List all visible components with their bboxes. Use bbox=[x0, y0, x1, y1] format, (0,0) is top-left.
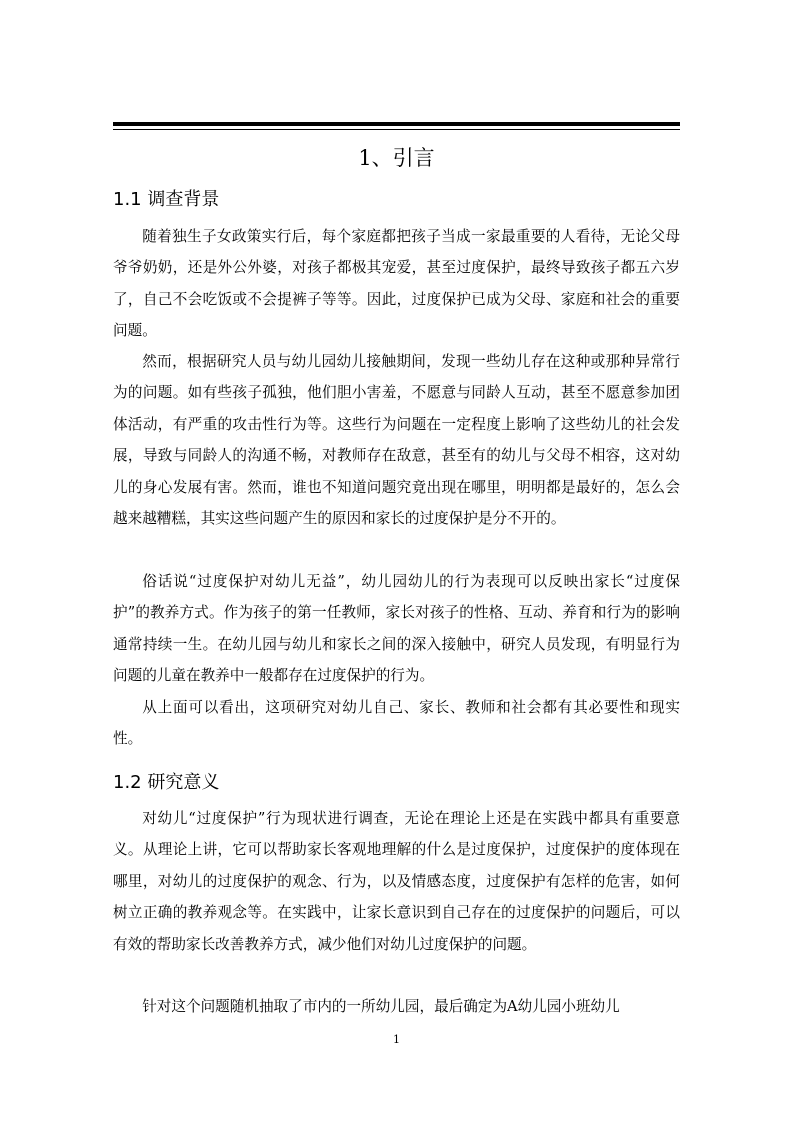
section-heading-background: 1.1 调查背景 bbox=[113, 189, 220, 210]
paragraph-background-3: 俗话说“过度保护对幼儿无益”，幼儿园幼儿的行为表现可以反映出家长“过度保护”的教养方式。作为孩子的第一任教师，家长对孩子的性格、互动、养育和行为的影响通常持续一生。在幼儿园与幼儿和家长之间的深入接触中，研究人员发现，有明显行为问题的儿童在教养中一般都存在过度保护的行为。 bbox=[113, 573, 680, 685]
paragraph-background-1: 随着独生子女政策实行后，每个家庭都把孩子当成一家最重要的人看待，无论父母爷爷奶奶，还是外公外婆，对孩子都极其宠爱，甚至过度保护，最终导致孩子都五六岁了，自己不会吃饭或不会提裤子等等。因此，过度保护已成为父母、家庭和社会的重要问题。 bbox=[113, 228, 680, 340]
page-number: 1 bbox=[393, 1033, 400, 1046]
paragraph-background-4: 从上面可以看出，这项研究对幼儿自己、家长、教师和社会都有其必要性和现实性。 bbox=[113, 699, 680, 748]
paragraph-background-2: 然而，根据研究人员与幼儿园幼儿接触期间，发现一些幼儿存在这种或那种异常行为的问题。如有些孩子孤独，他们胆小害羞，不愿意与同龄人互动，甚至不愿意参加团体活动，有严重的攻击性行为等。这些行为问题在一定程度上影响了这些幼儿的社会发展，导致与同龄人的沟通不畅，对教师存在敌意，甚至有的幼儿与父母不相容，这对幼儿的身心发展有害。然而，谁也不知道问题究竟出现在哪里，明明都是最好的，怎么会越来越糟糕，其实这些问题产生的原因和家长的过度保护是分不开的。 bbox=[113, 353, 680, 528]
chapter-title: 1、引言 bbox=[358, 146, 435, 170]
header-rule-thin bbox=[113, 129, 680, 130]
paragraph-significance-2: 针对这个问题随机抽取了市内的一所幼儿园，最后确定为A幼儿园小班幼儿 bbox=[142, 998, 620, 1015]
paragraph-significance-1: 对幼儿“过度保护”行为现状进行调查，无论在理论上还是在实践中都具有重要意义。从理论上讲，它可以帮助家长客观地理解的什么是过度保护，过度保护的度体现在哪里，对幼儿的过度保护的观念、行为，以及情感态度，过度保护有怎样的危害，如何树立正确的教养观念等。在实践中，让家长意识到自己存在的过度保护的问题后，可以有效的帮助家长改善教养方式，减少他们对幼儿过度保护的问题。 bbox=[113, 810, 680, 953]
header-rule-thick bbox=[113, 122, 680, 126]
section-heading-significance: 1.2 研究意义 bbox=[113, 772, 220, 793]
